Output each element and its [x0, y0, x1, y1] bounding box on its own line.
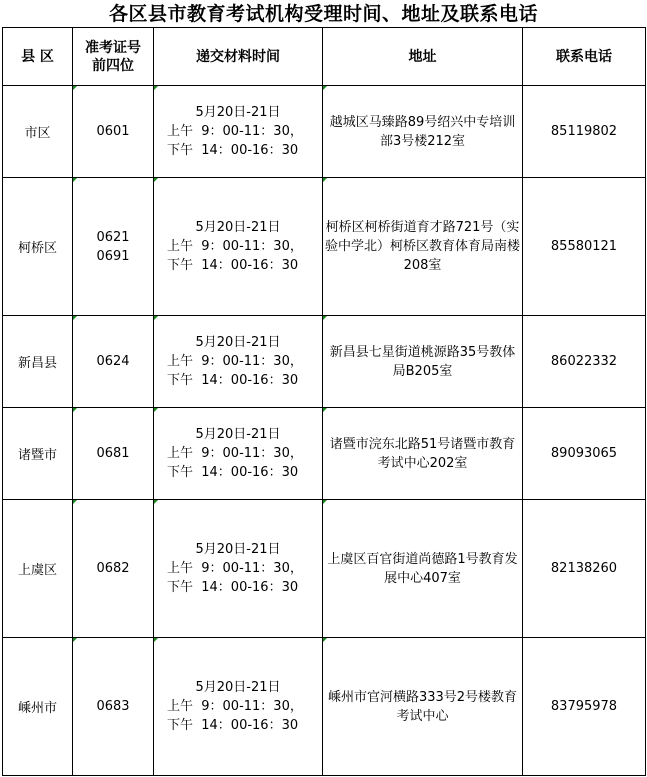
- header-prefix-label: 准考证号 前四位: [85, 39, 141, 74]
- county-name: 上虞区: [17, 563, 57, 578]
- phone-cell: [523, 408, 646, 500]
- address-text: 嵊州市官河横路333号2号楼教育考试中心: [327, 689, 518, 724]
- ticket-prefix: 0683: [96, 699, 130, 714]
- table-row: [3, 638, 646, 776]
- address-text: 柯桥区柯桥街道育才路721号（实验中学北）柯桥区教育体育局南楼208室: [325, 220, 521, 273]
- address-cell: [323, 178, 523, 316]
- phone-number: 86022332: [550, 354, 618, 369]
- header-phone: 联系电话: [523, 28, 646, 86]
- afternoon-hours: 下午 14：00-16：30: [167, 580, 299, 595]
- afternoon-hours: 下午 14：00-16：30: [167, 258, 299, 273]
- county-name: 嵊州市: [17, 701, 57, 716]
- county-name: 柯桥区: [17, 241, 57, 256]
- prefix-cell: [73, 316, 154, 408]
- time-cell: [154, 178, 323, 316]
- cell-marker: [323, 178, 327, 182]
- cell-marker: [154, 86, 158, 90]
- submit-date: 5月20日-21日: [195, 427, 281, 442]
- time-cell: [154, 500, 323, 638]
- morning-hours: 上午 9：00-11：30，: [167, 699, 303, 714]
- morning-hours: 上午 9：00-11：30，: [167, 124, 303, 139]
- phone-number: 89093065: [550, 446, 618, 461]
- submit-date: 5月20日-21日: [195, 220, 281, 235]
- cell-marker: [73, 638, 77, 642]
- cell-marker: [73, 408, 77, 412]
- header-prefix: [73, 28, 154, 86]
- page-title: 各区县市教育考试机构受理时间、地址及联系电话: [108, 3, 538, 25]
- prefix-cell: [73, 638, 154, 776]
- time-cell: [154, 86, 323, 178]
- ticket-prefix: 0681: [96, 446, 130, 461]
- time-cell: [154, 408, 323, 500]
- county-cell: [3, 408, 73, 500]
- cell-marker: [154, 178, 158, 182]
- county-cell: [3, 316, 73, 408]
- cell-marker: [154, 500, 158, 504]
- county-name: 诸暨市: [17, 448, 57, 463]
- contact-table: [2, 27, 646, 776]
- time-cell: [154, 316, 323, 408]
- header-row: [3, 28, 646, 86]
- prefix-cell: [73, 86, 154, 178]
- afternoon-hours: 下午 14：00-16：30: [167, 143, 299, 158]
- address-cell: [323, 316, 523, 408]
- time-cell: [154, 638, 323, 776]
- county-name: 新昌县: [17, 356, 57, 371]
- submit-date: 5月20日-21日: [195, 542, 281, 557]
- morning-hours: 上午 9：00-11：30，: [167, 446, 303, 461]
- county-cell: [3, 638, 73, 776]
- address-text: 越城区马臻路89号绍兴中专培训部3号楼212室: [329, 114, 516, 149]
- morning-hours: 上午 9：00-11：30，: [167, 561, 303, 576]
- address-cell: [323, 500, 523, 638]
- morning-hours: 上午 9：00-11：30，: [167, 354, 303, 369]
- ticket-prefix: 0682: [96, 561, 130, 576]
- cell-marker: [323, 500, 327, 504]
- ticket-prefix: 0621 0691: [96, 229, 130, 264]
- afternoon-hours: 下午 14：00-16：30: [167, 373, 299, 388]
- phone-number: 85119802: [550, 124, 618, 139]
- morning-hours: 上午 9：00-11：30，: [167, 239, 303, 254]
- cell-marker: [323, 316, 327, 320]
- submit-date: 5月20日-21日: [195, 680, 281, 695]
- address-cell: [323, 86, 523, 178]
- phone-number: 85580121: [550, 239, 618, 254]
- county-cell: [3, 500, 73, 638]
- county-name: 市区: [24, 126, 51, 141]
- phone-cell: [523, 500, 646, 638]
- afternoon-hours: 下午 14：00-16：30: [167, 465, 299, 480]
- submit-date: 5月20日-21日: [195, 105, 281, 120]
- prefix-cell: [73, 500, 154, 638]
- cell-marker: [73, 316, 77, 320]
- phone-cell: [523, 178, 646, 316]
- address-cell: [323, 408, 523, 500]
- phone-cell: [523, 86, 646, 178]
- cell-marker: [73, 178, 77, 182]
- afternoon-hours: 下午 14：00-16：30: [167, 718, 299, 733]
- phone-cell: [523, 316, 646, 408]
- address-text: 上虞区百官街道尚德路1号教育发展中心407室: [327, 551, 518, 586]
- header-address: 地址: [323, 28, 523, 86]
- phone-number: 82138260: [550, 561, 618, 576]
- cell-marker: [73, 86, 77, 90]
- ticket-prefix: 0601: [96, 124, 130, 139]
- cell-marker: [73, 500, 77, 504]
- table-row: [3, 178, 646, 316]
- address-cell: [323, 638, 523, 776]
- table-row: [3, 408, 646, 500]
- cell-marker: [323, 408, 327, 412]
- address-text: 新昌县七星街道桃源路35号教体局B205室: [329, 344, 516, 379]
- ticket-prefix: 0624: [96, 354, 130, 369]
- prefix-cell: [73, 178, 154, 316]
- county-cell: [3, 178, 73, 316]
- address-text: 诸暨市浣东北路51号诸暨市教育考试中心202室: [329, 436, 516, 471]
- prefix-cell: [73, 408, 154, 500]
- cell-marker: [154, 408, 158, 412]
- table-row: [3, 500, 646, 638]
- phone-number: 83795978: [550, 699, 618, 714]
- submit-date: 5月20日-21日: [195, 335, 281, 350]
- header-time: 递交材料时间: [154, 28, 323, 86]
- county-cell: [3, 86, 73, 178]
- cell-marker: [323, 86, 327, 90]
- cell-marker: [154, 638, 158, 642]
- header-county: 县 区: [3, 28, 73, 86]
- phone-cell: [523, 638, 646, 776]
- cell-marker: [154, 316, 158, 320]
- table-row: [3, 316, 646, 408]
- cell-marker: [323, 638, 327, 642]
- table-row: [3, 86, 646, 178]
